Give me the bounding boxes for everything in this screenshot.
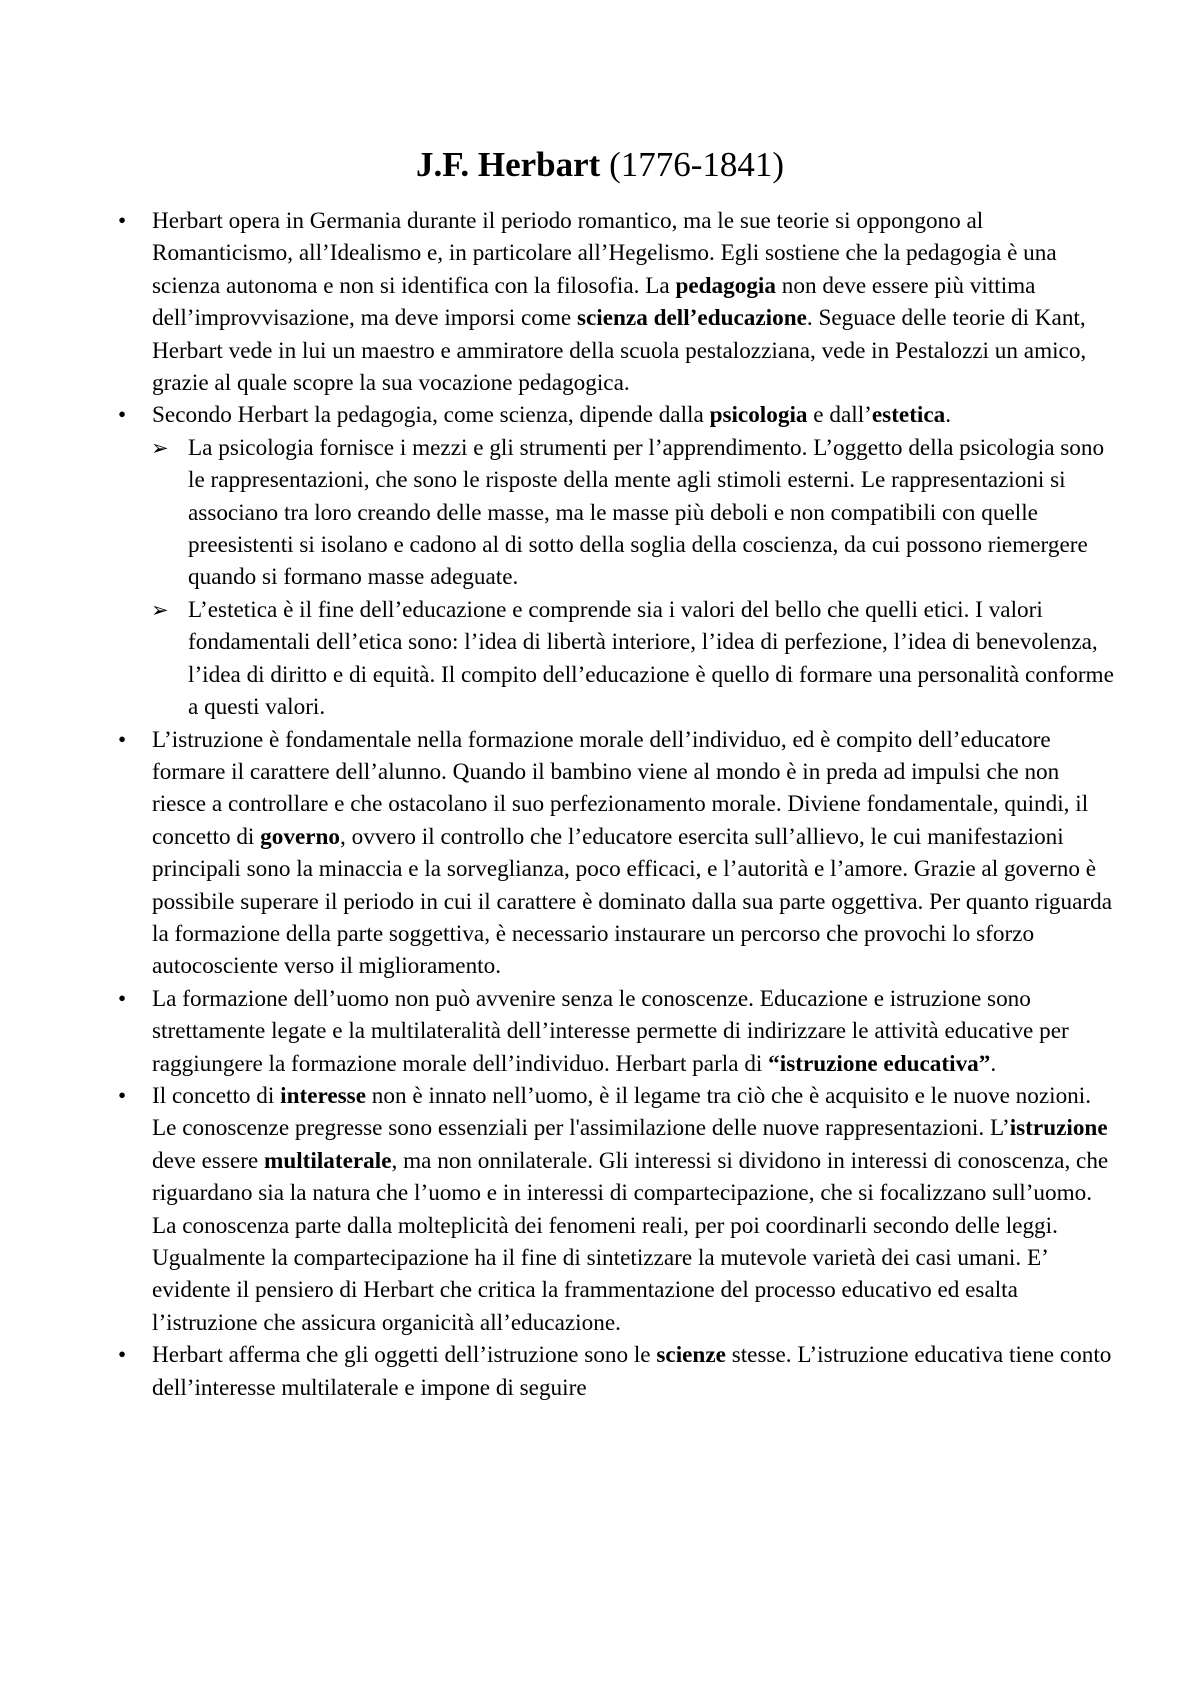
document-body [116, 205, 1116, 1404]
sub-item-text: La psicologia fornisce i mezzi e gli strumenti per l’apprendimento. L’oggetto della psicologia sono le rappresentazioni, che sono le risposte della mente agli stimoli esterni. Le rappresentazioni si associano tra loro creando delle masse, ma le masse più deboli e non compatibili con quelle preesistenti si isolano e cadono al di sotto della soglia della coscienza, da cui possono riemergere quando si formano masse adeguate. [188, 434, 1105, 591]
arrow-icon: ➢ [151, 597, 169, 622]
sub-list-item [116, 594, 1116, 724]
item-bold: multilaterale [264, 1147, 392, 1174]
item-text: stesse. L’istruzione educativa tiene conto dell’interesse multilaterale e impone di seguire [152, 1342, 1112, 1401]
item-bold: interesse [280, 1082, 366, 1109]
item-text: . [945, 402, 952, 429]
bullet-icon: • [117, 726, 127, 753]
item-bold: istruzione [1009, 1115, 1108, 1142]
item-text: Herbart afferma che gli oggetti dell’istruzione sono le [152, 1342, 657, 1369]
list-item [116, 399, 1116, 431]
bullet-icon: • [117, 1082, 127, 1109]
list-item [116, 1080, 1116, 1339]
item-text: Il concetto di [152, 1082, 281, 1109]
item-text: non deve essere più vittima dell’improvvisazione, ma deve imporsi come [152, 272, 1036, 332]
sub-list-item [116, 432, 1116, 594]
sub-item-text: L’estetica è il fine dell’educazione e comprende sia i valori del bello che quelli etici. I valori fondamentali dell’etica sono: l’idea di libertà interiore, l’idea di perfezione, l’idea di benevolenza, l’idea di diritto e di equità. Il compito dell’educazione è quello di formare una personalità conforme a questi valori. [188, 596, 1114, 721]
item-text: , ovvero il controllo che l’educatore esercita sull’allievo, le cui manifestazioni principali sono la minaccia e la sorveglianza, poco efficaci, e l’autorità e l’amore. Grazie al governo è possibile superare il periodo in cui il carattere è dominato dalla sua parte oggettiva. Per quanto riguarda la formazione della parte soggettiva, è necessario instaurare un percorso che provochi lo sforzo autocosciente verso il miglioramento. [152, 823, 1113, 980]
title-years: (1776-1841) [609, 145, 785, 184]
item-bold: governo [260, 823, 341, 850]
list-item [116, 724, 1116, 983]
title-name: J.F. Herbart [415, 145, 601, 184]
item-bold: psicologia [709, 402, 808, 429]
item-bold: “istruzione educativa” [768, 1050, 991, 1077]
item-bold: scienza dell’educazione [576, 305, 807, 332]
item-bold: pedagogia [675, 272, 776, 299]
bullet-icon: • [117, 208, 127, 234]
item-text: L’istruzione è fondamentale nella formazione morale dell’individuo, ed è compito dell’educatore formare il carattere dell’alunno. Quando il bambino viene al mondo è in preda ad impulsi che non riesce a controllare e che ostacolano il suo perfezionamento morale. Diviene fondamentale, quindi, il concetto di [152, 726, 1089, 850]
arrow-icon: ➢ [151, 435, 169, 460]
item-text: . Seguace delle teorie di Kant, Herbart vede in lui un maestro e ammiratore della scuola pestalozziana, vede in Pestalozzi un amico, grazie al quale scopre la sua vocazione pedagogica. [152, 305, 1087, 397]
item-bold: scienze [656, 1342, 726, 1369]
item-text: , ma non onnilaterale. Gli interessi si dividono in interessi di conoscenza, che riguardano sia la natura che l’uomo e in interessi di compartecipazione, che si focalizzano sull’uomo. La conoscenza parte dalla molteplicità dei fenomeni reali, per poi coordinarli secondo delle leggi. Ugualmente la compartecipazione ha il fine di sintetizzare la mutevole varietà dei casi umani. E’ evidente il pensiero di Herbart che critica la frammentazione del processo educativo ed esalta l’istruzione che assicura organicità all’educazione. [152, 1147, 1109, 1336]
item-text: non è innato nell’uomo, è il legame tra ciò che è acquisito e le nuove nozioni. Le conoscenze pregresse sono essenziali per l'assimilazione delle nuove rappresentazioni. L’ [152, 1082, 1092, 1142]
list-item [116, 205, 1116, 399]
item-text: deve essere [152, 1147, 265, 1174]
item-text: Secondo Herbart la pedagogia, come scienza, dipende dalla [152, 402, 710, 429]
item-text: . [990, 1050, 997, 1077]
bullet-icon: • [117, 402, 127, 429]
item-bold: estetica [871, 402, 946, 429]
item-text: Herbart opera in Germania durante il periodo romantico, ma le sue teorie si oppongono al Romanticismo, all’Idealismo e, in particolare all’Hegelismo. Egli sostiene che la pedagogia è una scienza autonoma e non si identifica con la filosofia. La [152, 208, 1057, 299]
list-item [116, 1339, 1116, 1404]
list-item [116, 983, 1116, 1080]
item-text: La formazione dell’uomo non può avvenire senza le conoscenze. Educazione e istruzione sono strettamente legate e la multilateralità dell’interesse permette di indirizzare le attività educative per raggiungere la formazione morale dell’individuo. Herbart parla di [152, 985, 1069, 1077]
item-text: e dall’ [807, 402, 872, 429]
page-title [0, 143, 1200, 187]
bullet-icon: • [117, 1342, 127, 1369]
bullet-icon: • [117, 985, 127, 1012]
